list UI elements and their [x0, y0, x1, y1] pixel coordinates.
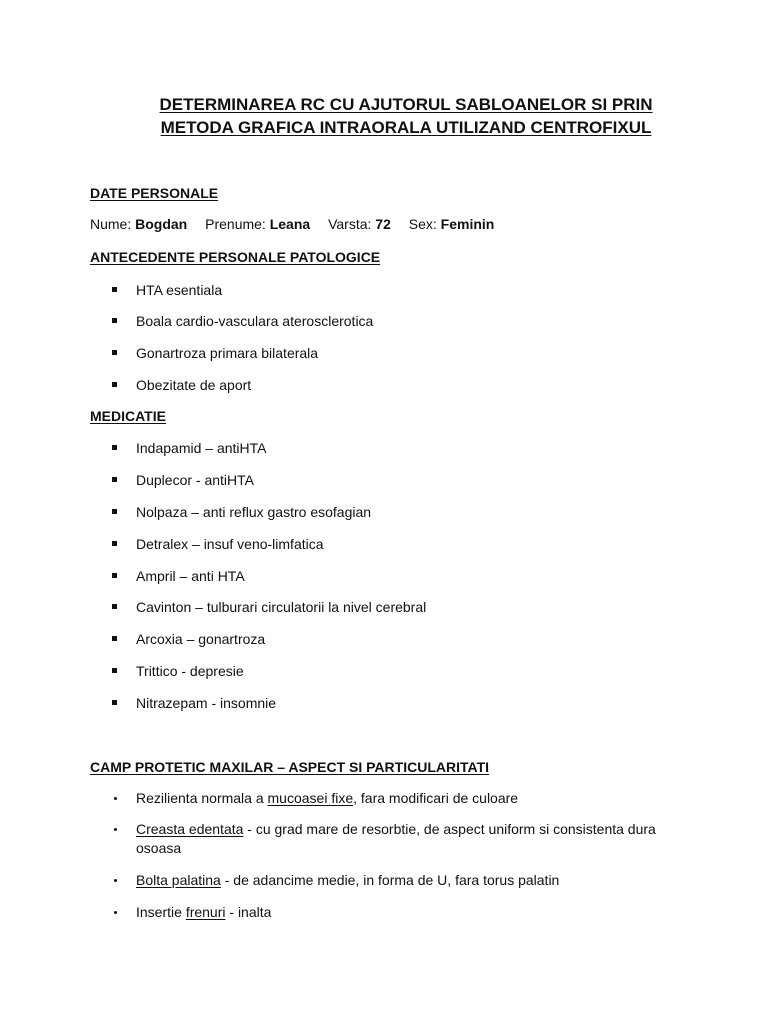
title-line-2: METODA GRAFICA INTRAORALA UTILIZAND CENTROFIXUL	[160, 118, 652, 137]
bullet-square-icon	[112, 573, 117, 578]
varsta-value: 72	[375, 216, 391, 232]
bullet-square-icon	[112, 636, 117, 641]
bullet-square-icon	[112, 287, 117, 292]
list-item: Rezilienta normala a mucoasei fixe, fara modificari de culoare	[112, 789, 672, 808]
bullet-dot-icon	[114, 911, 117, 914]
prenume-value: Leana	[269, 216, 311, 232]
document-page: DETERMINAREA RC CU AJUTORUL SABLOANELOR SI PRIN METODA GRAFICA INTRAORALA UTILIZAND CENTROFIXUL DATE PERSONALE Nume: Bogdan Prenume: Leana Varsta: 72 Sex: Feminin ANTECEDENTE PERSONALE PATOLOGICE HTA esentiala Boala cardio-vasculara aterosclerotica Gonartroza primara bilaterala Obezitate de aport MEDICATIE Indapamid – antiHTA Duplecor - antiHTA Nolpaza – anti reflux gastro esofagian Detralex – insuf veno-limfatica Ampril – anti HTA Cavinton – tulburari circulatorii la nivel cerebral Arcoxia – gonartroza Trittico - depresie Nitrazepam - insomnie CAMP PROTETIC MAXILAR – ASPECT SI PARTICULARITATI Rezilienta normala a mucoasei fixe, fara modificari de culoare Creasta edentata - cu grad mare de resorbtie, de aspect uniform si consistenta dura osoasa Bolta palatina - de adancime medie, in forma de U, fara torus palatin Insertie frenuri - inalta	[0, 0, 768, 1024]
sex-label: Sex:	[408, 216, 437, 232]
bullet-dot-icon	[114, 797, 117, 800]
nume-label: Nume:	[90, 216, 132, 232]
bullet-square-icon	[112, 445, 117, 450]
title-line-1: DETERMINAREA RC CU AJUTORUL SABLOANELOR SI PRIN	[159, 95, 653, 114]
list-item: Insertie frenuri - inalta	[112, 903, 672, 922]
bullet-square-icon	[112, 541, 117, 546]
bullet-square-icon	[112, 318, 117, 323]
bullet-square-icon	[112, 350, 117, 355]
bullet-square-icon	[112, 509, 117, 514]
bullet-square-icon	[112, 382, 117, 387]
prenume-label: Prenume:	[205, 216, 266, 232]
document-title	[0, 93, 768, 139]
bullet-square-icon	[112, 604, 117, 609]
personal-data-line	[90, 215, 494, 233]
list-item: Creasta edentata - cu grad mare de resorbtie, de aspect uniform si consistenta dura osoasa	[112, 820, 672, 858]
sex-value: Feminin	[440, 216, 495, 232]
nume-value: Bogdan	[135, 216, 188, 232]
bullet-square-icon	[112, 700, 117, 705]
bullet-dot-icon	[114, 828, 117, 831]
bullet-dot-icon	[114, 879, 117, 882]
section-heading-antecedente: ANTECEDENTE PERSONALE PATOLOGICE	[90, 249, 381, 265]
list-item: Bolta palatina - de adancime medie, in forma de U, fara torus palatin	[112, 871, 672, 890]
bullet-square-icon	[112, 668, 117, 673]
bullet-square-icon	[112, 477, 117, 482]
section-heading-medicatie: MEDICATIE	[90, 408, 166, 424]
varsta-label: Varsta:	[328, 216, 372, 232]
section-heading-personal: DATE PERSONALE	[90, 185, 219, 201]
section-heading-camp-protetic: CAMP PROTETIC MAXILAR – ASPECT SI PARTICULARITATI	[90, 759, 490, 775]
